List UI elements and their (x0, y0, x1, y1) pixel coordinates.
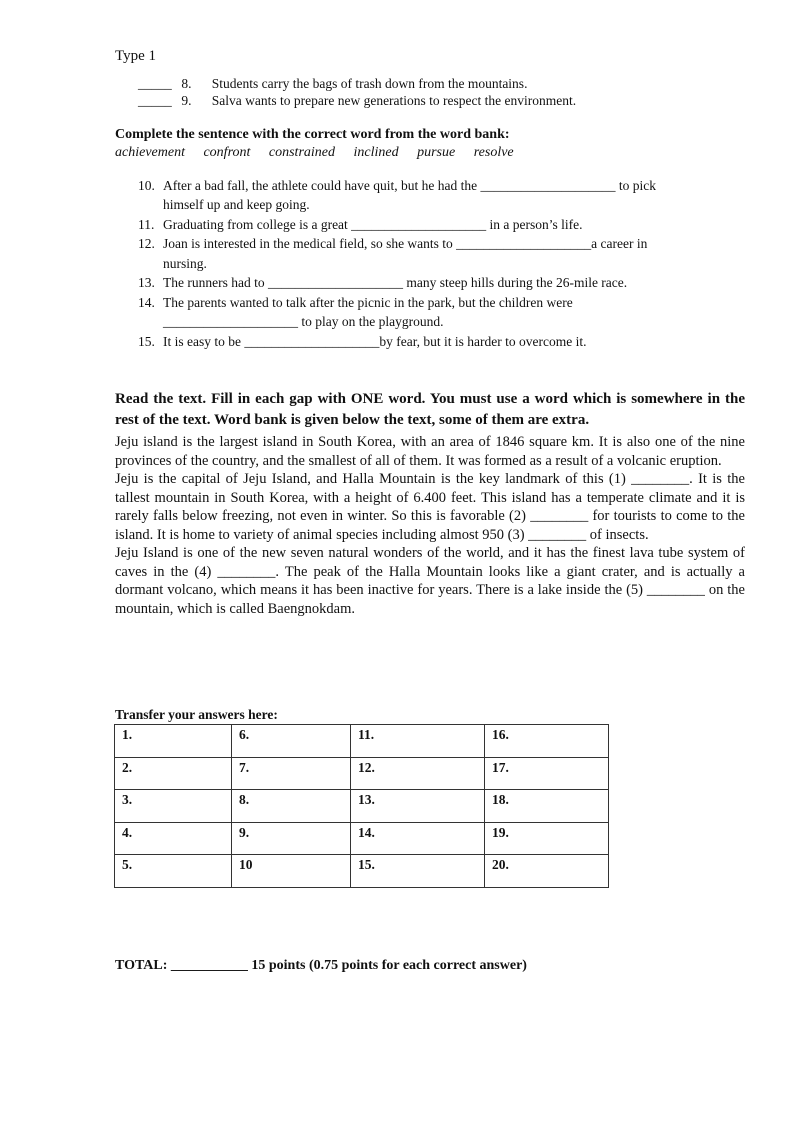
answers-title: Transfer your answers here: (115, 707, 278, 722)
sentence-number: 10. (138, 178, 155, 193)
answer-cell[interactable]: 5. (115, 855, 232, 888)
sentence-item (138, 178, 656, 194)
word-bank-word: achievement (115, 145, 185, 160)
word-bank-word: constrained (268, 145, 335, 160)
answer-cell[interactable]: 16. (485, 725, 609, 758)
passage-paragraph: Jeju Island is one of the new seven natural wonders of the world, and it has the finest lava tube system of caves in the (4) ________. The peak of the Halla Mountain looks like a giant crater, and is actually a dormant volcano, which means it has been inactive for years. There is a lake inside the (5) ________ on the mountain, which is called Baengnokdam. (115, 545, 745, 617)
answer-cell[interactable]: 13. (351, 790, 485, 823)
answer-cell[interactable]: 19. (485, 822, 609, 855)
item-text: Salva wants to prepare new generations to respect the environment. (211, 93, 577, 108)
table-row (115, 725, 609, 758)
answer-blank: _____ (138, 93, 172, 108)
table-row (115, 855, 609, 888)
reading-instruction: Read the text. Fill in each gap with ONE word. You must use a word which is somewhere in the rest of the text. Word bank is given below the text, some of them are extra. (115, 391, 745, 428)
answer-cell[interactable]: 6. (232, 725, 351, 758)
word-bank-word: inclined (353, 145, 399, 160)
word-bank-word: resolve (473, 145, 514, 160)
total-score: TOTAL: ___________ 15 points (0.75 points for each correct answer) (115, 958, 527, 973)
answer-cell[interactable]: 2. (115, 757, 232, 790)
word-bank-instruction: Complete the sentence with the correct word from the word bank: (115, 127, 510, 142)
answer-cell[interactable]: 1. (115, 725, 232, 758)
sentence-continuation: ____________________ to play on the playground. (163, 314, 444, 329)
sentence-text: Graduating from college is a great ____________________ in a person’s life. (163, 217, 583, 232)
sentence-number: 14. (138, 295, 155, 310)
table-row (115, 822, 609, 855)
word-bank-word: pursue (417, 145, 456, 160)
passage-paragraph: Jeju island is the largest island in South Korea, with an area of 1846 square km. It is also one of the nine provinces of the country, and the smallest of all of them. It was formed as a result of a volcanic eruption. (115, 434, 745, 469)
sentence-number: 15. (138, 334, 155, 349)
reading-passage (115, 433, 745, 618)
answer-cell[interactable]: 18. (485, 790, 609, 823)
passage-paragraph: Jeju is the capital of Jeju Island, and Halla Mountain is the key landmark of this (1) ________. It is the tallest mountain in South Korea, with a height of 6.400 feet. This island has a temperate climate and it is rarely falls below freezing, not even in winter. So this is favorable (2) ________ for tourists to come to the island. It is home to variety of animal species including almost 950 (3) ________ of insects. (115, 471, 745, 543)
sentence-text: After a bad fall, the athlete could have quit, but he had the ____________________ to pick (163, 178, 657, 193)
word-bank (115, 145, 529, 161)
item-number: 8. (181, 76, 192, 91)
sentence-number: 12. (138, 236, 155, 251)
sentence-text: The runners had to ____________________ many steep hills during the 26-mile race. (163, 275, 628, 290)
answer-cell[interactable]: 12. (351, 757, 485, 790)
answer-cell[interactable]: 7. (232, 757, 351, 790)
answer-cell[interactable]: 4. (115, 822, 232, 855)
sentence-item (138, 334, 587, 350)
table-row (115, 790, 609, 823)
true-false-item (138, 93, 576, 109)
answer-cell[interactable]: 17. (485, 757, 609, 790)
sentence-number: 11. (138, 217, 155, 232)
answer-cell[interactable]: 8. (232, 790, 351, 823)
answer-table (114, 724, 609, 888)
sentence-text: It is easy to be ____________________by fear, but it is harder to overcome it. (163, 334, 587, 349)
sentence-item (138, 236, 647, 252)
type-label: Type 1 (115, 48, 157, 64)
item-text: Students carry the bags of trash down from the mountains. (211, 76, 528, 91)
sentence-item (138, 275, 627, 291)
word-bank-word: confront (203, 145, 251, 160)
answer-cell[interactable]: 15. (351, 855, 485, 888)
answer-blank: _____ (138, 76, 172, 91)
sentence-item (138, 295, 573, 311)
sentence-text: Joan is interested in the medical field, so she wants to ____________________a career in (163, 236, 648, 251)
item-number: 9. (181, 93, 192, 108)
answer-cell[interactable]: 11. (351, 725, 485, 758)
answer-cell[interactable]: 3. (115, 790, 232, 823)
sentence-continuation: nursing. (163, 256, 207, 271)
answer-cell[interactable]: 9. (232, 822, 351, 855)
answer-cell[interactable]: 10 (232, 855, 351, 888)
sentence-continuation: himself up and keep going. (163, 197, 310, 212)
sentence-number: 13. (138, 275, 155, 290)
table-row (115, 757, 609, 790)
answer-cell[interactable]: 14. (351, 822, 485, 855)
sentence-item (138, 217, 583, 233)
sentence-text: The parents wanted to talk after the picnic in the park, but the children were (163, 295, 573, 310)
true-false-item (138, 76, 527, 92)
answer-cell[interactable]: 20. (485, 855, 609, 888)
